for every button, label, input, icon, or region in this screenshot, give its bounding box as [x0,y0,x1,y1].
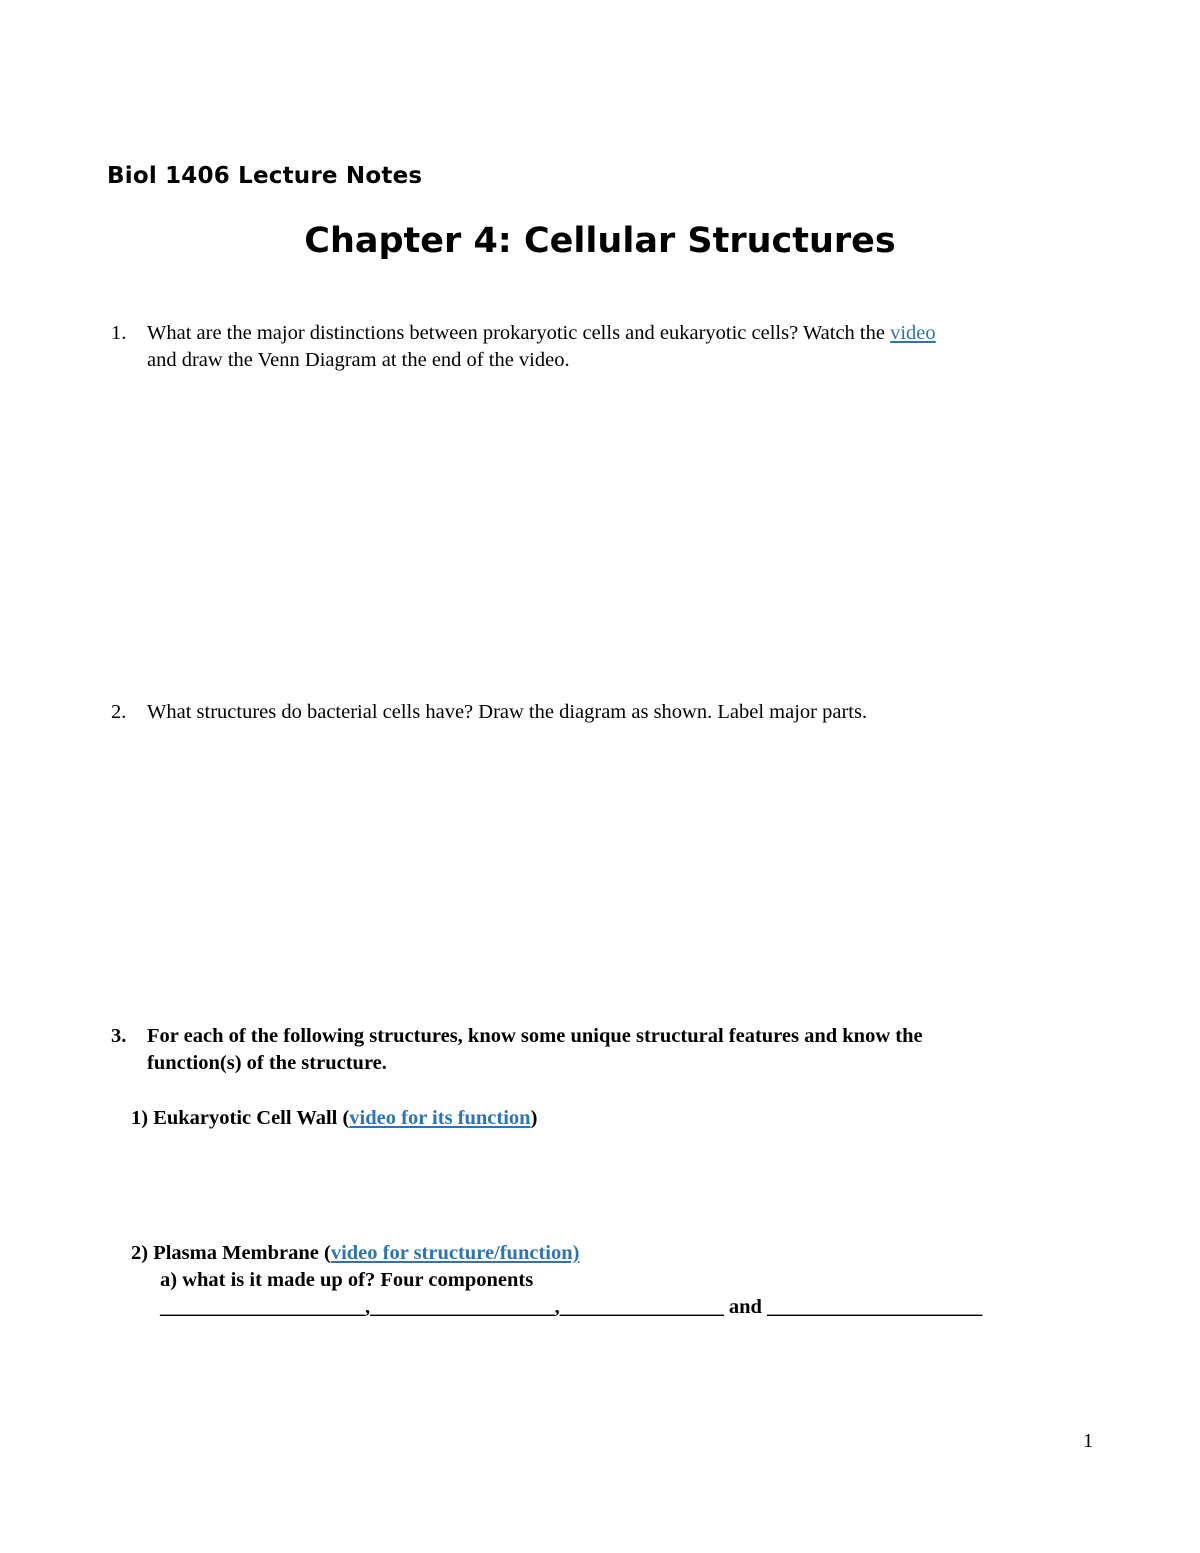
blank-3[interactable]: ________________ [559,1296,724,1318]
sub-item-cell-wall [131,1105,537,1132]
plasma-membrane-video-link[interactable]: video for structure/function) [330,1242,580,1264]
question-3-line1: For each of the following structures, know some unique structural features and know the [147,1025,923,1047]
cell-wall-video-link[interactable]: video for its function [349,1107,531,1129]
question-1-line1: What are the major distinctions between prokaryotic cells and eukaryotic cells? Watch the [147,322,891,344]
question-1-line2: and draw the Venn Diagram at the end of the video. [147,349,570,371]
question-number: 1. [111,322,127,344]
question-1 [111,320,1111,380]
question-number: 3. [111,1025,127,1047]
question-2 [111,699,1111,729]
question-text: What structures do bacterial cells have? Draw the diagram as shown. Label major parts. [147,701,868,723]
sub-item-label: Plasma Membrane ( [153,1242,331,1264]
question-3 [111,1023,1111,1083]
sub-item-number: 2) [131,1242,149,1264]
course-label: Biol 1406 Lecture Notes [107,163,423,189]
separator: , [554,1296,560,1318]
sub-item-number: 1) [131,1107,149,1129]
question-text [147,320,936,347]
separator: , [365,1296,371,1318]
sub-item-label: Eukaryotic Cell Wall ( [153,1107,350,1129]
page-number: 1 [1083,1430,1094,1452]
blank-1[interactable]: ____________________ [160,1296,365,1318]
blank-4[interactable]: _____________________ [767,1296,983,1318]
video-link[interactable]: video [890,322,936,344]
sub-question-components: a) what is it made up of? Four components [160,1269,534,1291]
and-word: and [723,1296,768,1318]
sub-item-plasma-membrane [131,1240,579,1267]
question-number: 2. [111,701,127,723]
blank-2[interactable]: __________________ [370,1296,555,1318]
fill-in-blanks-line [160,1294,982,1321]
sub-item-close-paren: ) [530,1107,538,1129]
chapter-title: Chapter 4: Cellular Structures [304,221,896,261]
question-3-line2: function(s) of the structure. [147,1052,387,1074]
